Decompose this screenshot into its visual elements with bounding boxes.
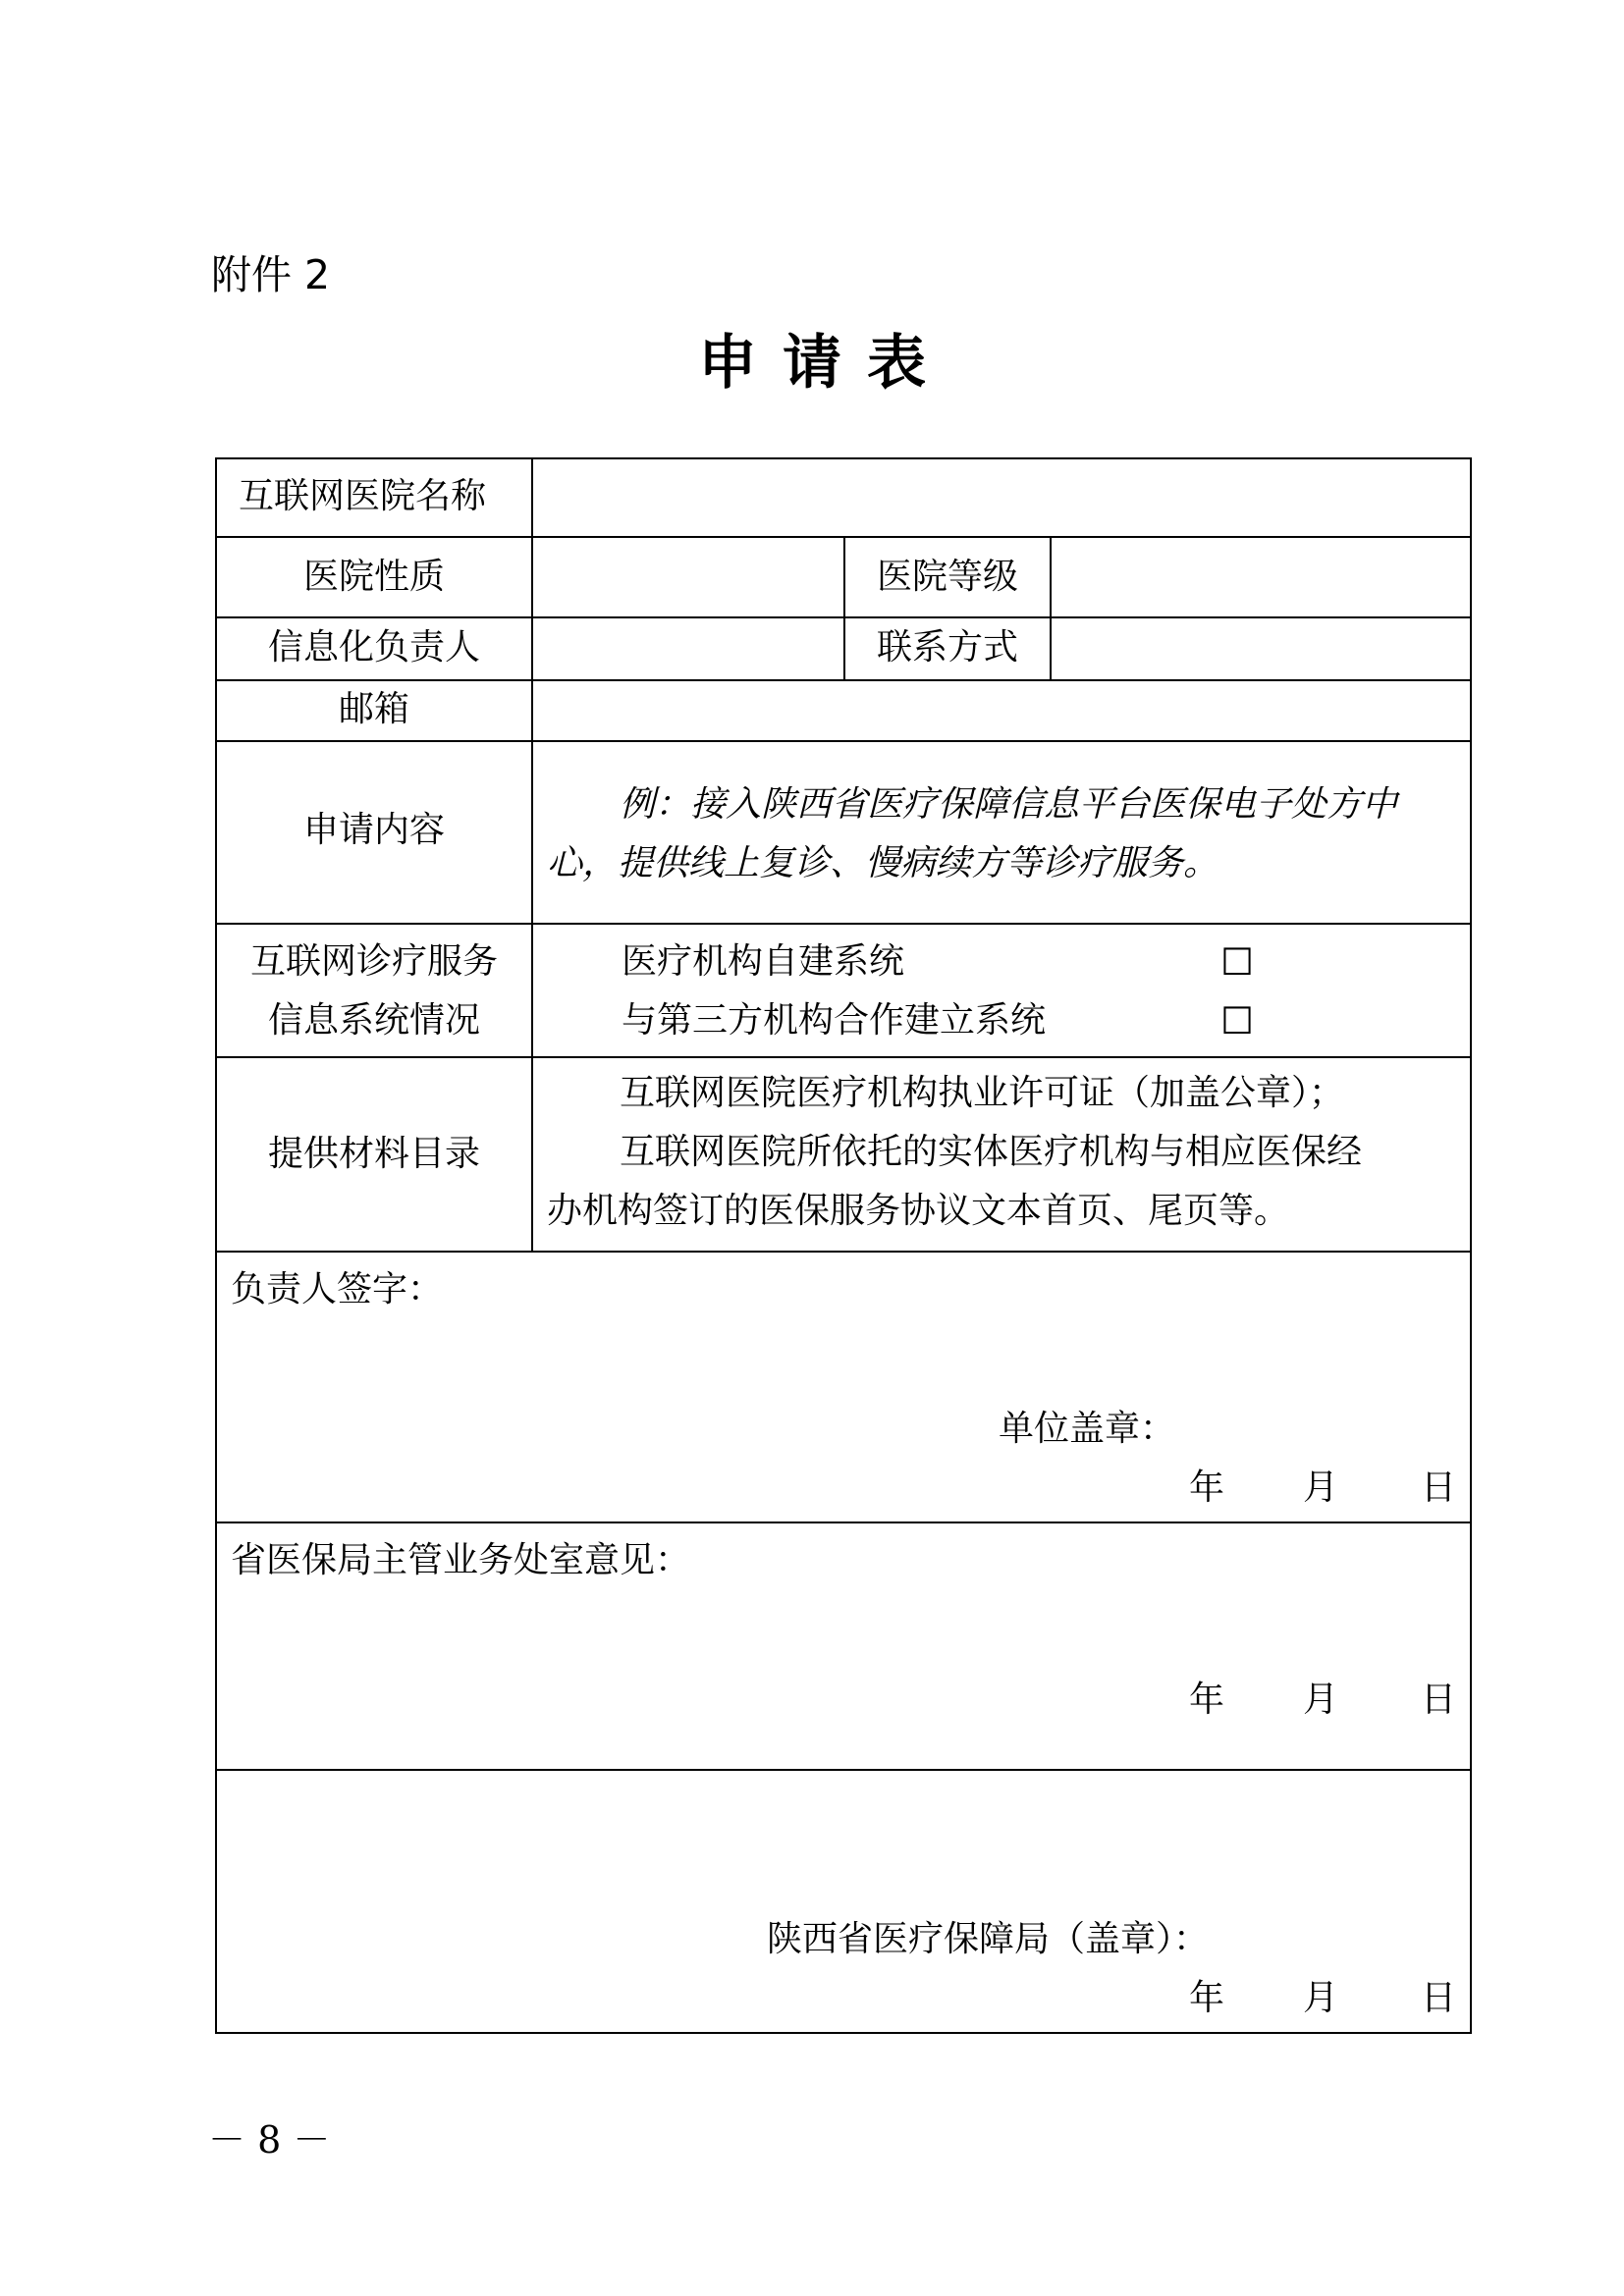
bureau-year: 年 — [1189, 1978, 1225, 2018]
unit-stamp-label: 单位盖章： — [999, 1409, 1176, 1449]
application-form — [215, 457, 1472, 2034]
row-divider — [217, 1056, 1470, 1058]
system-status-label-line2: 信息系统情况 — [267, 1000, 480, 1041]
page-number: － 8 － — [208, 2118, 331, 2162]
department-opinion-label: 省医保局主管业务处室意见： — [231, 1540, 691, 1580]
email-field[interactable] — [545, 680, 1458, 739]
page-title: 申请表 — [698, 329, 951, 398]
bureau-day: 日 — [1421, 1978, 1457, 2018]
row-divider — [217, 1769, 1470, 1771]
application-content-example-line1: 例：接入陕西省医疗保障信息平台医保电子处方中 — [620, 784, 1398, 825]
contact-method-label: 联系方式 — [876, 627, 1018, 667]
application-content-example-line2: 心，提供线上复诊、慢病续方等诊疗服务。 — [547, 843, 1219, 883]
materials-line3: 办机构签订的医保服务协议文本首页、尾页等。 — [547, 1191, 1290, 1231]
it-contact-field[interactable] — [545, 618, 830, 677]
hospital-level-field[interactable] — [1063, 548, 1456, 607]
row-divider — [217, 740, 1470, 742]
bureau-stamp-label: 陕西省医疗保障局（盖章）： — [767, 1919, 1210, 1959]
row-divider — [217, 1251, 1470, 1253]
hospital-level-label: 医院等级 — [876, 557, 1018, 597]
opinion-day: 日 — [1421, 1680, 1457, 1720]
signature-month: 月 — [1303, 1468, 1339, 1508]
signature-year: 年 — [1189, 1468, 1225, 1508]
row-divider — [217, 1522, 1470, 1523]
materials-line1: 互联网医院医疗机构执业许可证（加盖公章）； — [620, 1073, 1345, 1113]
contact-method-field[interactable] — [1063, 618, 1456, 677]
third-party-system-checkbox[interactable]: ☐ — [1220, 999, 1255, 1042]
application-content-label: 申请内容 — [302, 810, 445, 850]
hospital-name-label: 互联网医院名称 — [239, 476, 487, 516]
materials-label: 提供材料目录 — [267, 1134, 480, 1174]
bureau-month: 月 — [1303, 1978, 1339, 2018]
column-divider — [531, 459, 533, 1251]
opinion-month: 月 — [1303, 1680, 1339, 1720]
third-party-system-option: 与第三方机构合作建立系统 — [622, 1000, 1047, 1041]
hospital-nature-label: 医院性质 — [302, 557, 445, 597]
signature-label: 负责人签字： — [231, 1269, 444, 1309]
self-built-system-option: 医疗机构自建系统 — [622, 941, 905, 982]
email-label: 邮箱 — [338, 689, 409, 729]
hospital-name-field[interactable] — [545, 467, 1458, 526]
opinion-year: 年 — [1189, 1680, 1225, 1720]
materials-line2: 互联网医院所依托的实体医疗机构与相应医保经 — [620, 1132, 1363, 1172]
system-status-label-line1: 互联网诊疗服务 — [249, 941, 498, 982]
attachment-label: 附件 2 — [211, 251, 331, 298]
column-divider — [1050, 536, 1052, 679]
it-contact-label: 信息化负责人 — [267, 627, 480, 667]
self-built-system-checkbox[interactable]: ☐ — [1220, 940, 1255, 984]
signature-day: 日 — [1421, 1468, 1457, 1508]
hospital-nature-field[interactable] — [545, 548, 830, 607]
row-divider — [217, 923, 1470, 925]
